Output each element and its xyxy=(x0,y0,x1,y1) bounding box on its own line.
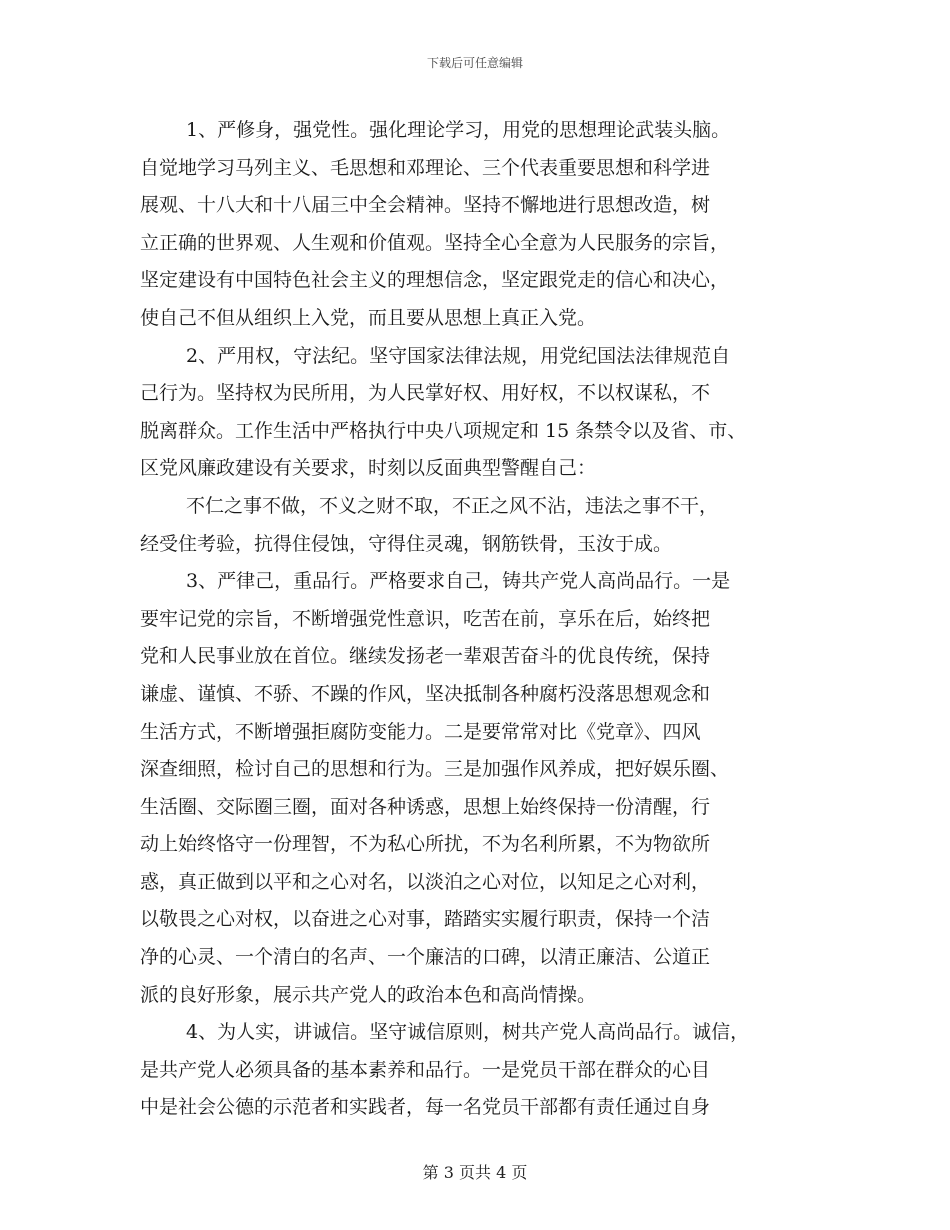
text-line: 生活方式，不断增强拒腐防变能力。二是要常常对比《党章》、四风 xyxy=(140,720,701,743)
document-body xyxy=(140,112,820,1127)
text-line: 3、严律己，重品行。严格要求自己，铸共产党人高尚品行。一是 xyxy=(186,570,731,593)
text-line: 自觉地学习马列主义、毛思想和邓理论、三个代表重要思想和科学进 xyxy=(140,156,711,179)
text-line: 2、严用权，守法纪。坚守国家法律法规，用党纪国法法律规范自 xyxy=(186,344,731,367)
text-line: 谦虚、谨慎、不骄、不躁的作风，坚决抵制各种腐朽没落思想观念和 xyxy=(140,682,711,705)
text-line: 1、严修身，强党性。强化理论学习，用党的思想理论武装头脑。 xyxy=(186,119,731,141)
text-line: 经受住考验，抗得住侵蚀，守得住灵魂，钢筋铁骨，玉汝于成。 xyxy=(140,532,673,555)
text-line: 以敬畏之心对权，以奋进之心对事，踏踏实实履行职责，保持一个洁 xyxy=(140,908,711,931)
text-line: 要牢记党的宗旨，不断增强党性意识，吃苦在前，享乐在后，始终把 xyxy=(140,607,711,630)
text-line: 己行为。坚持权为民所用，为人民掌好权、用好权，不以权谋私，不 xyxy=(140,382,711,405)
text-line: 立正确的世界观、人生观和价值观。坚持全心全意为人民服务的宗旨， xyxy=(140,231,730,254)
text-line: 党和人民事业放在首位。继续发扬老一辈艰苦奋斗的优良传统，保持 xyxy=(140,645,711,668)
text-line: 净的心灵、一个清白的名声、一个廉洁的口碑，以清正廉洁、公道正 xyxy=(140,946,711,969)
text-line: 动上始终恪守一份理智，不为私心所扰，不为名利所累，不为物欲所 xyxy=(140,833,711,856)
page-header: 下载后可任意编辑 xyxy=(426,56,523,70)
text-line: 区党风廉政建设有关要求，时刻以反面典型警醒自己： xyxy=(140,457,597,480)
text-line: 中是社会公德的示范者和实践者，每一名党员干部都有责任通过自身 xyxy=(140,1096,711,1119)
text-line: 不仁之事不做，不义之财不取，不正之风不沾，违法之事不干， xyxy=(186,494,719,517)
text-line: 4、为人实，讲诚信。坚守诚信原则，树共产党人高尚品行。诚信， xyxy=(186,1021,750,1044)
page-footer: 第 3 页共 4 页 xyxy=(422,1163,528,1182)
text-line: 展观、十八大和十八届三中全会精神。坚持不懈地进行思想改造，树 xyxy=(140,194,711,217)
text-line: 生活圈、交际圈三圈，面对各种诱惑，思想上始终保持一份清醒，行 xyxy=(140,795,711,818)
text-line: 脱离群众。工作生活中严格执行中央八项规定和 15 条禁令以及省、市、 xyxy=(140,419,747,442)
text-line: 坚定建设有中国特色社会主义的理想信念，坚定跟党走的信心和决心， xyxy=(140,269,730,292)
text-line: 使自己不但从组织上入党，而且要从思想上真正入党。 xyxy=(140,306,597,329)
text-line: 是共产党人必须具备的基本素养和品行。一是党员干部在群众的心目 xyxy=(140,1058,711,1081)
text-line: 派的良好形象，展示共产党人的政治本色和高尚情操。 xyxy=(140,983,597,1006)
text-line: 深查细照，检讨自己的思想和行为。三是加强作风养成，把好娱乐圈、 xyxy=(140,758,730,781)
text-line: 惑，真正做到以平和之心对名，以淡泊之心对位，以知足之心对利， xyxy=(140,870,711,893)
